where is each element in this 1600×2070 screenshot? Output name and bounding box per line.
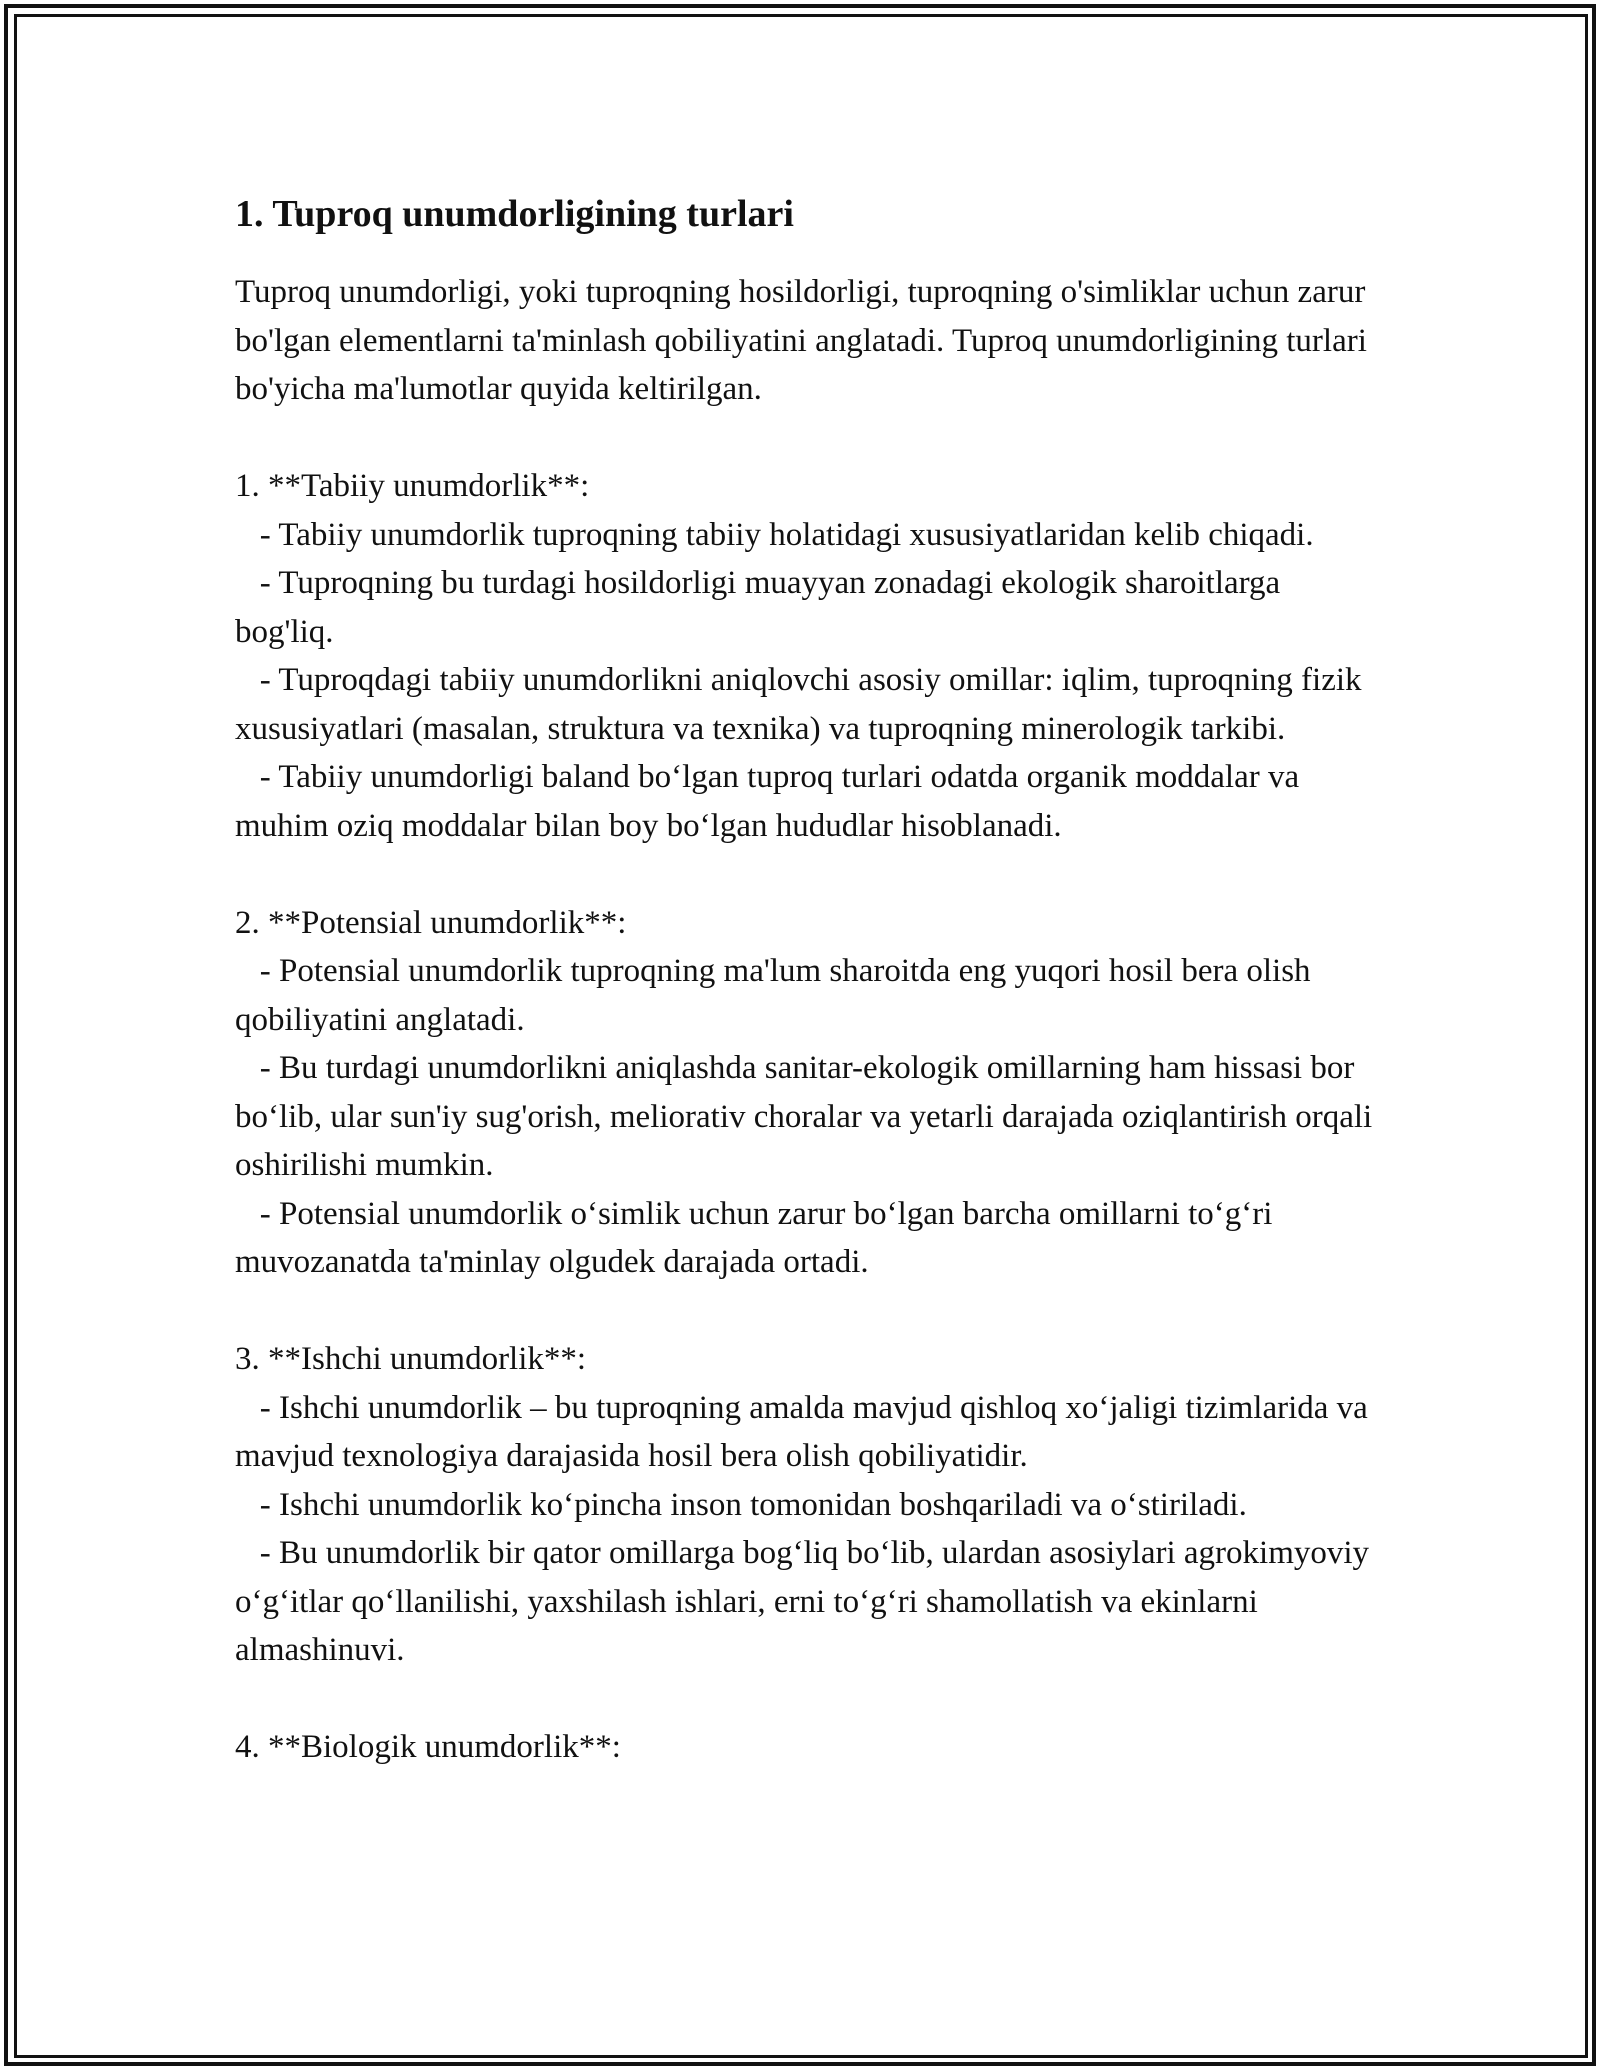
list-item: - Tabiiy unumdorlik tuproqning tabiiy holatidagi xususiyatlaridan kelib chiqadi. <box>235 516 1314 553</box>
list-item: - Tabiiy unumdorligi baland boʻlgan tuproq turlari odatda organik moddalar va muhim oziq moddalar bilan boy boʻlgan hududlar hisoblanadi. <box>235 759 1308 844</box>
document-body <box>235 190 1381 1772</box>
spacer <box>235 414 1375 463</box>
page-title: 1. Tuproq unumdorligining turlari <box>235 193 794 235</box>
intro-paragraph: Tuproq unumdorligi, yoki tuproqning hosildorligi, tuproqning o'simliklar uchun zarur bo'lgan elementlarni ta'minlash qobiliyatini anglatadi. Tuproq unumdorligining turlari bo'yicha ma'lumotlar quyida keltirilgan. <box>235 274 1376 407</box>
section-heading: 3. **Ishchi unumdorlik**: <box>235 1341 587 1377</box>
section-heading: 1. **Tabiiy unumdorlik**: <box>235 468 590 504</box>
list-item: - Bu turdagi unumdorlikni aniqlashda sanitar-ekologik omillarning ham hissasi bor boʻlib, ular sun'iy sug'orish, meliorativ choralar va yetarli darajada oziqlantirish orqali oshirilishi mumkin. <box>235 1050 1381 1183</box>
list-item: - Tuproqning bu turdagi hosildorligi muayyan zonadagi ekologik sharoitlarga bog'liq. <box>235 565 1289 650</box>
section-natural-fertility <box>235 462 1375 850</box>
section-heading: 4. **Biologik unumdorlik**: <box>235 1729 621 1765</box>
list-item: - Tuproqdagi tabiiy unumdorlikni aniqlovchi asosiy omillar: iqlim, tuproqning fizik xususiyatlari (masalan, struktura va texnika) va tuproqning minerologik tarkibi. <box>235 662 1370 747</box>
list-item: - Bu unumdorlik bir qator omillarga bogʻliq boʻlib, ulardan asosiylari agrokimyoviy oʻgʻitlar qoʻllanilishi, yaxshilash ishlari, erni toʻgʻri shamollatish va ekinlarni almashinuvi. <box>235 1535 1378 1668</box>
list-item: - Potensial unumdorlik oʻsimlik uchun zarur boʻlgan barcha omillarni toʻgʻri muvozanatda ta'minlay olgudek darajada ortadi. <box>235 1195 1281 1280</box>
list-item: - Ishchi unumdorlik koʻpincha inson tomonidan boshqariladi va oʻstiriladi. <box>235 1486 1247 1523</box>
spacer <box>235 1287 1375 1336</box>
section-heading: 2. **Potensial unumdorlik**: <box>235 904 627 941</box>
spacer <box>235 850 1375 899</box>
section-potential-fertility <box>235 899 1381 1287</box>
spacer <box>235 1675 1375 1724</box>
section-working-fertility <box>235 1335 1378 1675</box>
list-item: - Potensial unumdorlik tuproqning ma'lum sharoitda eng yuqori hosil bera olish qobiliyatini anglatadi. <box>235 953 1319 1038</box>
section-biological-fertility <box>235 1723 1375 1772</box>
list-item: - Ishchi unumdorlik – bu tuproqning amalda mavjud qishloq xoʻjaligi tizimlarida va mavjud texnologiya darajasida hosil bera olish qobiliyatidir. <box>235 1389 1377 1474</box>
